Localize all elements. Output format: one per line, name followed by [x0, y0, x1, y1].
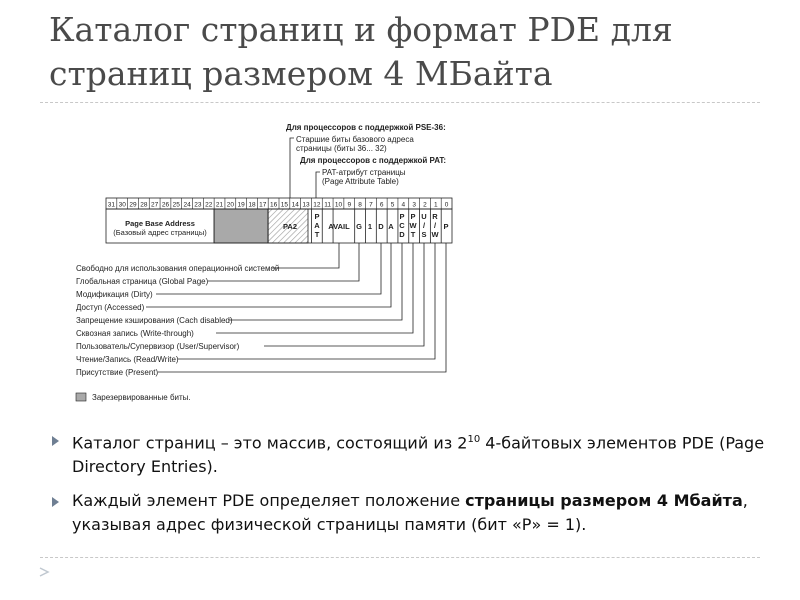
slide-title: Каталог страниц и формат PDE для страниц размером 4 МБайта: [49, 10, 673, 93]
triangle-bullet-icon: [52, 436, 59, 446]
bottom-divider: [40, 557, 760, 558]
bit-number-label: 14: [291, 201, 299, 209]
legend-item-present: Присутствие (Present): [76, 368, 159, 377]
bullet-2-bold: страницы размером 4 Мбайта: [465, 491, 743, 511]
pwt-label-p: P: [410, 212, 416, 221]
bit-number-label: 0: [444, 201, 449, 209]
bullet-item: [48, 428, 768, 479]
us-label-slash: /: [422, 221, 426, 230]
bit-number-label: 7: [369, 201, 373, 209]
bit-number-label: 9: [347, 201, 352, 209]
page-base-address-label: Page Base Address: [125, 219, 195, 228]
us-label-s: S: [421, 230, 427, 239]
pse36-header: Для процессоров с поддержкой PSE-36:: [286, 123, 446, 132]
legend-item-accessed: Доступ (Accessed): [76, 303, 145, 312]
bit-number-label: 13: [302, 201, 310, 209]
legend-item-user-supervisor: Пользователь/Супервизор (User/Supervisor): [76, 342, 240, 351]
bullet-item: [48, 489, 768, 537]
bit-number-label: 4: [401, 201, 406, 209]
d-label: D: [378, 222, 384, 231]
pse36-desc-line2: страницы (биты 36... 32): [296, 144, 387, 153]
reserved-legend-label: Зарезервированные биты.: [92, 393, 191, 402]
pat-leader: [316, 172, 320, 198]
bit-number-label: 11: [324, 201, 332, 209]
field-row: [106, 209, 452, 243]
g-label: G: [356, 222, 362, 231]
pcd-label-c: C: [399, 221, 405, 230]
bit-number-label: 8: [358, 201, 362, 209]
rw-label-w: W: [431, 230, 439, 239]
pat-desc-line2: (Page Attribute Table): [322, 177, 399, 186]
bit-number-label: 23: [194, 201, 202, 209]
bit-number-label: 16: [269, 201, 278, 209]
bit-number-label: 25: [172, 201, 180, 209]
bit-number-label: 3: [412, 201, 416, 209]
pcd-label-d: D: [399, 230, 405, 239]
pcd-label-p: P: [399, 212, 405, 221]
legend-item-cache-disabled: Запрещение кэширования (Cach disabled): [76, 316, 233, 325]
pat-header: Для процессоров с поддержкой PAT:: [300, 156, 447, 165]
legend-item-read-write: Чтение/Запись (Read/Write): [76, 355, 179, 364]
pat-label-p: P: [314, 212, 320, 221]
bullet-list: [48, 428, 768, 547]
pse36-leader: [290, 138, 294, 198]
legend-item-global: Глобальная страница (Global Page): [76, 277, 209, 286]
bit-number-label: 10: [334, 201, 343, 209]
rw-label-r: R: [432, 212, 438, 221]
bit-number-label: 1: [433, 201, 438, 209]
bit-number-label: 6: [379, 201, 384, 209]
legend-leaders: [146, 243, 446, 372]
bit-number-label: 24: [183, 201, 191, 209]
bullet-2-text-after: , указывая адрес физической страницы памяти (бит «P» = 1).: [72, 491, 748, 535]
bit-number-label: 29: [129, 201, 137, 209]
bit-number-label: 31: [107, 201, 116, 209]
pat-label-t: T: [314, 230, 320, 239]
pat-desc-line1: PAT-атрибут страницы: [322, 168, 406, 177]
bullet-2-text-before: Каждый элемент PDE определяет положение: [72, 491, 466, 511]
a-label: A: [388, 222, 394, 231]
avail-label: AVAIL: [328, 222, 350, 231]
bit-number-row: [106, 198, 452, 209]
p-label: P: [443, 222, 449, 231]
bullet-1-text-after: 4-байтовых элементов PDE (Page Directory Entries).: [72, 433, 765, 477]
pa2-label: PA2: [282, 222, 298, 231]
slide-nav-arrow-icon[interactable]: [38, 566, 50, 578]
page-base-address-ru-label: (Базовый адрес страницы): [113, 228, 207, 237]
legend-item-dirty: Модификация (Dirty): [76, 290, 153, 299]
bit-number-label: 2: [423, 201, 427, 209]
bit7-one-label: 1: [367, 222, 373, 231]
bit-number-label: 22: [205, 201, 213, 209]
bit-number-label: 26: [161, 201, 170, 209]
pwt-label-t: T: [410, 230, 416, 239]
bullet-1-text-before: Каталог страниц – это массив, состоящий из 2: [72, 433, 468, 453]
bit-number-label: 30: [118, 201, 126, 209]
pwt-label-w: W: [409, 221, 417, 230]
bit-number-label: 15: [280, 201, 289, 209]
bit-number-label: 28: [140, 201, 148, 209]
bit-number-label: 27: [151, 201, 159, 209]
reserved-field-21-13: [214, 209, 268, 243]
bit-number-label: 18: [248, 201, 256, 209]
bit-number-label: 17: [259, 201, 267, 209]
bit-number-label: 19: [237, 201, 245, 209]
bit-number-label: 21: [215, 201, 224, 209]
rw-label-slash: /: [433, 221, 437, 230]
pat-label-a: A: [314, 221, 320, 230]
reserved-swatch: [76, 393, 86, 401]
bit-number-label: 20: [226, 201, 234, 209]
bit-number-label: 12: [313, 201, 321, 209]
us-label-u: U: [421, 212, 427, 221]
pse36-desc-line1: Старшие биты базового адреса: [296, 135, 414, 144]
bullet-1-superscript: 10: [467, 434, 481, 445]
bit-number-label: 5: [390, 201, 395, 209]
legend-item-avail: Свободно для использования операционной системой: [76, 264, 280, 273]
triangle-bullet-icon: [52, 497, 59, 507]
legend-item-write-through: Сквозная запись (Write-through): [76, 329, 194, 338]
